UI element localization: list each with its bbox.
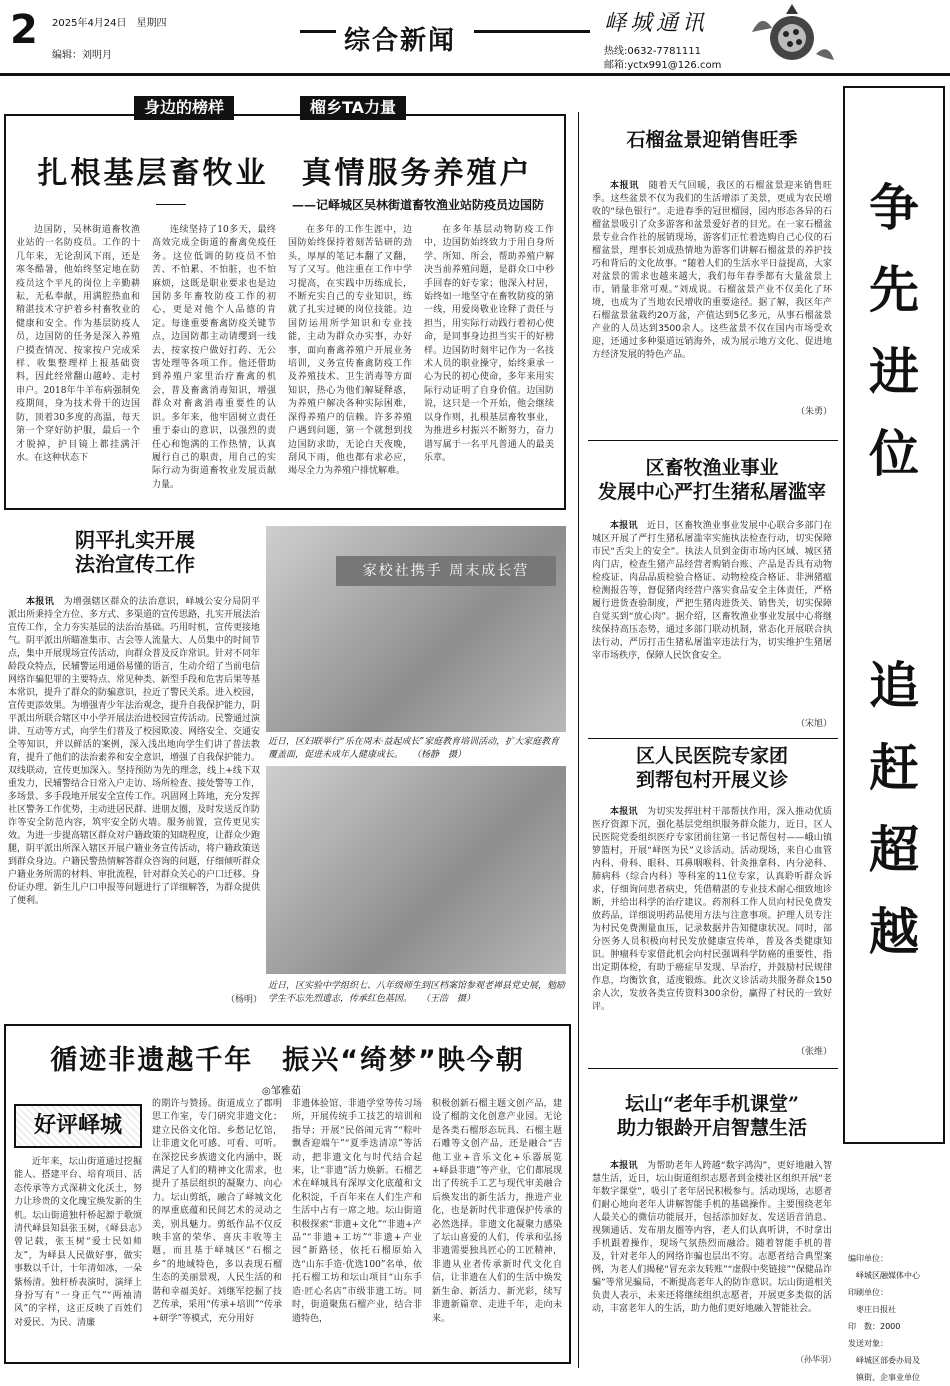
rule-2 — [588, 738, 838, 739]
slogan-char: 位 — [869, 425, 919, 483]
bottom-feature-article — [4, 1024, 571, 1364]
bottom-feature-author: ◎邹雅茹 — [262, 1086, 301, 1097]
slogan-char: 越 — [869, 903, 919, 961]
right-article-4-author: （孙华羽） — [796, 1355, 836, 1364]
imprint-line: 峄城区部委办局及 — [848, 1356, 920, 1365]
slogan-char: 超 — [869, 821, 919, 879]
right-article-1-title: 石榴盆景迎销售旺季 — [626, 129, 798, 151]
issue-date: 2025年4月24日 星期四 — [52, 18, 167, 29]
section-title: 综合新闻 — [344, 26, 457, 56]
slogan-char: 争 — [869, 179, 919, 237]
imprint-line: 编印单位： — [848, 1254, 888, 1263]
column-divider — [578, 112, 579, 1368]
rule-article-author: （杨明） — [225, 995, 262, 1005]
pomegranate-logo-icon — [742, 2, 838, 72]
feature-article — [4, 114, 566, 510]
photo-archives-visit — [266, 766, 566, 974]
subtitle-rule — [156, 204, 186, 205]
bottom-feature-title: 循迹非遗越千年 振兴“绮梦”映今朝 — [50, 1045, 525, 1076]
feature-subtitle: ——记峄城区吴林街道畜牧渔业站防疫员边国防 — [291, 198, 544, 212]
feature-column-3: 在多年的工作生涯中，边国防始终保持着刻苦钻研的劲头，厚厚的笔记本翻了又翻，写了又写。他注重在工作中学习提高，在实践中历练成长，不断充实自己的专业知识，练就了扎实过硬的岗位技能。边国防运用所学知识和专业技能，主动为群众办实事，办好事，面向畜禽养殖户开展业务培训，义务宣传畜禽防疫工作及养殖技术、卫生消毒等方面知识，热心为他们解疑释惑，为养殖户解决各种实际困难，深得养殖户的信赖。许多养殖户遇到问题，第一个就想到找边国防求助，无论白天夜晚，刮风下雨，他也都有求必应，竭尽全力为养殖户排忧解难。 — [288, 225, 412, 477]
bottom-column-1: 近年来，坛山街道通过挖掘能人、搭建平台、培育项目、活态传承等方式深耕文化沃土，努力让珍贵的文化瑰宝焕发新的生机。坛山街道独杆桥起源于歌颂清代峄县知县张玉树，《峄县志》曾记载，张玉树“爱士民如师友”，为峄县人民做好事，做实事数以千计，十年清如冰，一朵紫杨清。独杆桥表演时，演绎上身扮写有“一身正气”“两袖清风”的字样，这正反映了百姓们对爱民、为民、清廉 — [14, 1157, 142, 1328]
feature-column-4: 在多年基层动物防疫工作中，边国防始终致力于用自身所学、所知、所会，帮助养殖户解决当前养殖问题，是群众口中秒手回春的好专家；他深入村居，始终如一地坚守在畜牧防疫的第一线，用爱岗敬业诠释了责任与担当，用实际行动践行着初心使命，是同事身边担当实干的好榜样。边国防时刻牢记作为一名技术人员的职业操守，始终秉承一心为民的初心使命，多年来用实际行动证明了自身价值。边国防说，这只是一个开始，他会继续以身作则，扎根基层畜牧事业，为推进乡村振兴不断努力，奋力谱写属于一名平凡普通人的最美乐章。 — [424, 225, 554, 463]
photo-caption-top: 近日，区妇联举行“乐在周末·益起成长”家庭教育培训活动，扩大家庭教育覆盖面，促进未成年人健康成长。 （杨静 摄） — [268, 737, 560, 760]
rule-1 — [588, 440, 838, 441]
imprint-line: 印刷单位： — [848, 1288, 888, 1297]
column-tag-role-model: 身边的榜样 — [134, 96, 234, 120]
paper-name: 峄城通讯 — [604, 11, 709, 36]
right-article-2-author: （宋旭） — [795, 719, 832, 729]
hotline: 热线:0632-7781111 — [604, 46, 701, 57]
feature-title: 扎根基层畜牧业 真情服务养殖户 — [37, 156, 533, 191]
section-rule-left — [300, 30, 336, 33]
right-article-2-body: 本报讯 近日，区畜牧渔业事业发展中心联合多部门在城区开展了严打生猪私屠滥宰实施执法检查行动，切实保障市民“舌尖上的安全”。执法人员到金街市场内区域、城区猪肉门店，检查生猪产品经营者购销台账、产品是否具有动物检疫证、肉品品质检验合格证、动物检疫合格证、非洲猪瘟检测报告等，督促猪肉经营户落实食品安全主体责任，严格履行进货查验制度，严把生猪肉进货关、销售关，切实保障自觉买到“放心肉”。据介绍，区畜牧渔业事业发展中心将继续保持高压态势，通过多部门联动机制，常态化开展联合执法行动，严厉打击生猪私屠滥宰违法行为，切实维护生猪屠宰市场秩序，保障人民饮食安全。 — [592, 521, 832, 661]
rule-3 — [588, 1068, 838, 1069]
imprint — [848, 1250, 920, 1386]
imprint-line: 印 数：2000 — [848, 1322, 901, 1331]
column-tag-tapower: 榴乡TA力量 — [300, 96, 406, 120]
slogan-char: 进 — [869, 343, 919, 401]
bottom-column-4: 积极创新石榴主题文创产品，建设了榴韵文化创意产业园。无论是各类石榴形态玩具、石榴主题石雕等文创产品，还是融合“吉他工业+音乐文化+乐器展览+峄县非遗”等产业，它们都展现出了传统手工艺与现代审美融合后焕发出的新生活力，推进产业化，也是新时代非遗保护传承的必然选择。非遗文化凝聚力感染了坛山喜爱的人们，传承和弘扬非遗需要独具匠心的工匠精神，非遗从业者传承新时代文化自信，让非遗在人们的生活中焕发新生命、新活力、新光彩，续写非遗新篇章、走进千年，走向未来。 — [432, 1099, 562, 1324]
photo-family-education — [266, 526, 566, 732]
feature-column-2: 连续坚持了10多天，最终高效完成全街道的畜禽免疫任务。这位低调的防疫员不怕苦、不怕累、不怕脏，也不怕麻烦，这既是职业要求也是边国防多年畜牧防疫工作的初心，更是对他个人品德的肯定。每逢重要畜禽防疫关键节点，边国防都主动请缨到一线去，按家按户做好打药、无公害处理等各项工作。他还借助到养殖户家里治疗畜禽的机会，普及畜禽消毒知识，增强群众对畜禽消毒重要性的认识。多年来，他牢固树立责任重于泰山的意识，以强烈的责任心和饱满的工作热情，认真履行自己的职责，用自己的实际行动为街道畜牧业发展贡献力量。 — [152, 225, 276, 490]
photo-banner-text: 家校社携手 周末成长营 — [336, 556, 556, 586]
masthead — [0, 0, 950, 76]
rule-article-body: 本报讯 为增强辖区群众的法治意识，峄城公安分局阴平派出所秉持全方位、多方式、多渠道的宣传思路，扎实开展法治宣传工作，全力夯实基层的法治治基础。巧用时机，宣传更接地气。阴平派出所瞄准集市、古会等人流量大、人员集中的时间节点，集中开展现场宣传活动，向群众普及反诈常识。针对不同年龄段众特点，民辅警运用通俗易懂的语言，生动介绍了当前电信网络诈骗犯罪的主要特点、常见种类、新型手段和危害后果等基本常识，提升了群众的防骗意识，拉近了警民关系。进入校园，宣传更添效果。为增强青少年法治观念，提升自我保护能力，阴平派出所联合辖区中小学开展法治进校园宣传活动。民警通过演讲、互动等方式，向学生们普及了校园欺凌、网络安全、交通安全等知识，并以鲜活的案例，深入浅出地向学生们讲了普法教育，提升了他们的法治素养和安全意识，增强了自我保护能力。双线联动，宣传更加深入。坚持预防为先的理念，线上+线下双重发力，民辅警结合日常入户走访、场所检查、接处警等工作，多场景、多手段地开展安全宣传工作。巩固网上阵地，充分发挥社区警务工作优势，主动进居民群、进朋友圈，及时发送反诈防诈等安全防范内容，筑牢安全防火墙。服务前置，宣传更见实效。为进一步提高辖区群众对户籍政策的知晓程度，让群众少跑腿，阴平派出所深入辖区开展户籍业务宣传活动，将户籍政策送到群众身边。户籍民警热情解答群众咨询的问题，仔细倾听群众户籍业务所需的材料、审批流程，针对群众关心的户口迁移、身份证办理、新生儿户口申报等问题进行了详细解答，为群众提供了便利。 — [8, 597, 261, 906]
right-article-1-body: 本报讯 随着天气回暖，我区的石榴盆景迎来销售旺季。这些盆景不仅为我们的生活增添了美景，更成为农民增收的“绿色银行”。走进春季的冠世榴园，园内形态各异的石榴盆景吸引了众多游客和盆景爱好者的目光。在一家石榴盆景专业合作社的展销现场，游客们正忙着选购自己心仪的石榴盆景，理事长刘成热情地为游客们讲解石榴盆景的养护技巧和背后的文化故事。“随着人们的生活水平日益提高，大家对盆景的需求也越来越大，我们每年春季都有大量盆景上市，销量非常可观。”刘成说。石榴盆景产业不仅美化了环境，也成为了当地农民增收的重要途径。据了解，我区年产石榴盆景盆栽约20万盆，产值达到5亿多元，从事石榴盆景产业的人员达到3500余人。这些盆景不仅在国内市场受欢迎，还通过多种渠道远销海外，成为展示地方文化、促进地方经济发展的特色产品。 — [592, 181, 832, 360]
right-article-3-body: 本报讯 为切实发挥驻村干部帮扶作用，深入推动优质医疗资源下沉，强化基层党组织服务群众能力，近日，区人民医院党委组织医疗专家团前往第一书记帮包村——峨山镇箩篮村，开展“峄医为民”义诊活动。活动现场，来自心血管内科、骨科、眼科、耳鼻咽喉科、针灸推拿科、内分泌科、肺病科（综合内科）等科室的11位专家，认真聆听群众诉求，仔细询问患者病史，凭借精湛的专业技术耐心细致地诊断，并给出科学的治疗建议。药剂科工作人员向村民免费发放药品，详细说明药品使用方法与注意事项。护理人员专注为村民免费测量血压，记录数据并告知健康状况。同时，部分医务人员积极向村民发放健康宣传单，普及各类健康知识。肿瘤科专家借此机会向村民强调科学防癌的重要性，指出定期体检，有助于癌症早发现、早治疗，并鼓励村民规律作息，均衡饮食，适度锻炼。此次义诊活动共服务群众150余人次，发放各类宣传资料300余份，赢得了村民的一致好评。 — [592, 807, 832, 1012]
right-article-3-title: 区人民医院专家团 到帮包村开展义诊 — [635, 745, 788, 791]
rule-article-title: 阴平扎实开展 法治宣传工作 — [75, 528, 195, 576]
column-logo: 好评峄城 — [14, 1104, 142, 1148]
slogan-box — [843, 86, 945, 1144]
feature-column-1: 边国防，吴林街道畜牧渔业站的一名防疫员。工作的十几年来，无论刮风下雨，还是寒冬酷暑，他始终坚定地在防疫员这个平凡的岗位上辛勤耕耘，无私奉献，用满腔热血和精湛技术守护着乡村畜牧业的健康和安全。作为基层防疫人员，边国防的任务是深入养殖户摸查情况、按家按户完成采样、收集整理样上报基础资料，因此经常翻山越岭、走村串户。2018年牛羊布病强制免疫期间，身为技术骨干的边国防，顶着30多度的高温，每天第一个穿好防护服，最后一个才脱掉，护目镜上都挂满汗水。在这种状态下 — [16, 225, 140, 463]
slogan-char: 赶 — [869, 739, 919, 797]
slogan-char: 追 — [869, 657, 919, 715]
editor-credit: 编辑：刘明月 — [52, 50, 112, 61]
right-article-2-title: 区畜牧渔业事业 发展中心严打生猪私屠滥宰 — [597, 457, 826, 503]
right-article-3-author: （张维） — [795, 1047, 832, 1057]
imprint-line: 发送对象： — [848, 1339, 888, 1348]
bottom-column-3: 非遗体验馆、非遗学堂等传习场所，开展传统手工技艺的培训和指导；开展“民俗闹元宵”“粽叶飘香迎端午”“夏季迭清凉”等活动，把非遗文化与时代结合起来，让“非遗”活力焕新。石榴艺术在峄城具有深厚文化底蕴和文化积淀，千百年来在人们生产和生活中占有一席之地。坛山街道积极探索“非遗+文化”“非遗+产品”“非遗+工坊”“非遗+产业园”新路径，依托石榴原始入选“山东手造·优选100”名单，依托石榴工坊和坛山项目“山东手造·匠心名店”市级非遗工坊。同时，街道聚焦石榴产业，结合非遗特色， — [292, 1099, 422, 1324]
email: 邮箱:yctx991@126.com — [604, 60, 722, 71]
bottom-column-2: 的期许与赞扬。街道成立了郡明思工作室，专门研究非遗文化；建立民俗文化馆、乡愁记忆馆，让非遗文化可感、可看、可听。在深挖民乡族遗文化内涵中，既满足了人们的精神文化需求，也提升了基层组织的凝聚力、向心力。坛山剪纸，融合了峄城文化的厚重底蕴和民间艺术的灵动之美，别具魅力。剪纸作品不仅反映丰富的荣华、喜庆丰收等主题，而且基于峄城区“石榴之乡”的地域特色，多以表现石榴生态的美丽景观，人民生活的和谐和幸福美好。刘继军挖掘了技艺传承，采用“传承+培训”“传承+研学”等模式，充分用好 — [152, 1099, 282, 1324]
imprint-line: 枣庄日报社 — [848, 1305, 896, 1314]
right-article-4-body: 本报讯 为帮助老年人跨越“数字鸿沟”，更好地融入智慧生活，近日，坛山街道组织志愿者到金楼社区组织开展“老年数字课堂”，吸引了老年居民积极参与。活动现场，志愿者们耐心地向老年人讲解智能手机的基础操作。主要围绕老年人最关心的微信功能展开，包括添加好友、发送语音消息、视频通话、发布朋友圈等内容，老人们认真听讲，不时拿出手机跟着操作，现场气氛热烈而融洽。随着智能手机的普及，针对老年人的网络诈骗也层出不穷。志愿者结合典型案例，为老人们揭秘“冒充亲友转账”“虚假中奖链接”“保健品诈骗”等常见骗局，不断提高老年人的防诈意识。坛山街道相关负责人表示，未来还将继续组织志愿者，开展更多类似的活动，丰富老年人的生活，助力他们更好地融入智能社会。 — [592, 1161, 832, 1314]
section-rule-right — [474, 30, 590, 33]
imprint-line: 峄城区融媒体中心 — [848, 1271, 920, 1280]
page-number: 2 — [10, 7, 38, 53]
imprint-line: 镇街、企事业单位 — [848, 1373, 920, 1382]
right-article-1-author: （朱勇） — [795, 407, 832, 417]
slogan-char: 先 — [869, 261, 919, 319]
right-article-4-title: 坛山“老年手机课堂” 助力银龄开启智慧生活 — [616, 1093, 807, 1139]
photo-caption-bottom: 近日，区实验中学组织七、八年级师生到区档案馆参观老禅县党史展，勉励学生不忘先烈遗志，传承红色基因。 （王浩 摄） — [268, 981, 566, 1004]
